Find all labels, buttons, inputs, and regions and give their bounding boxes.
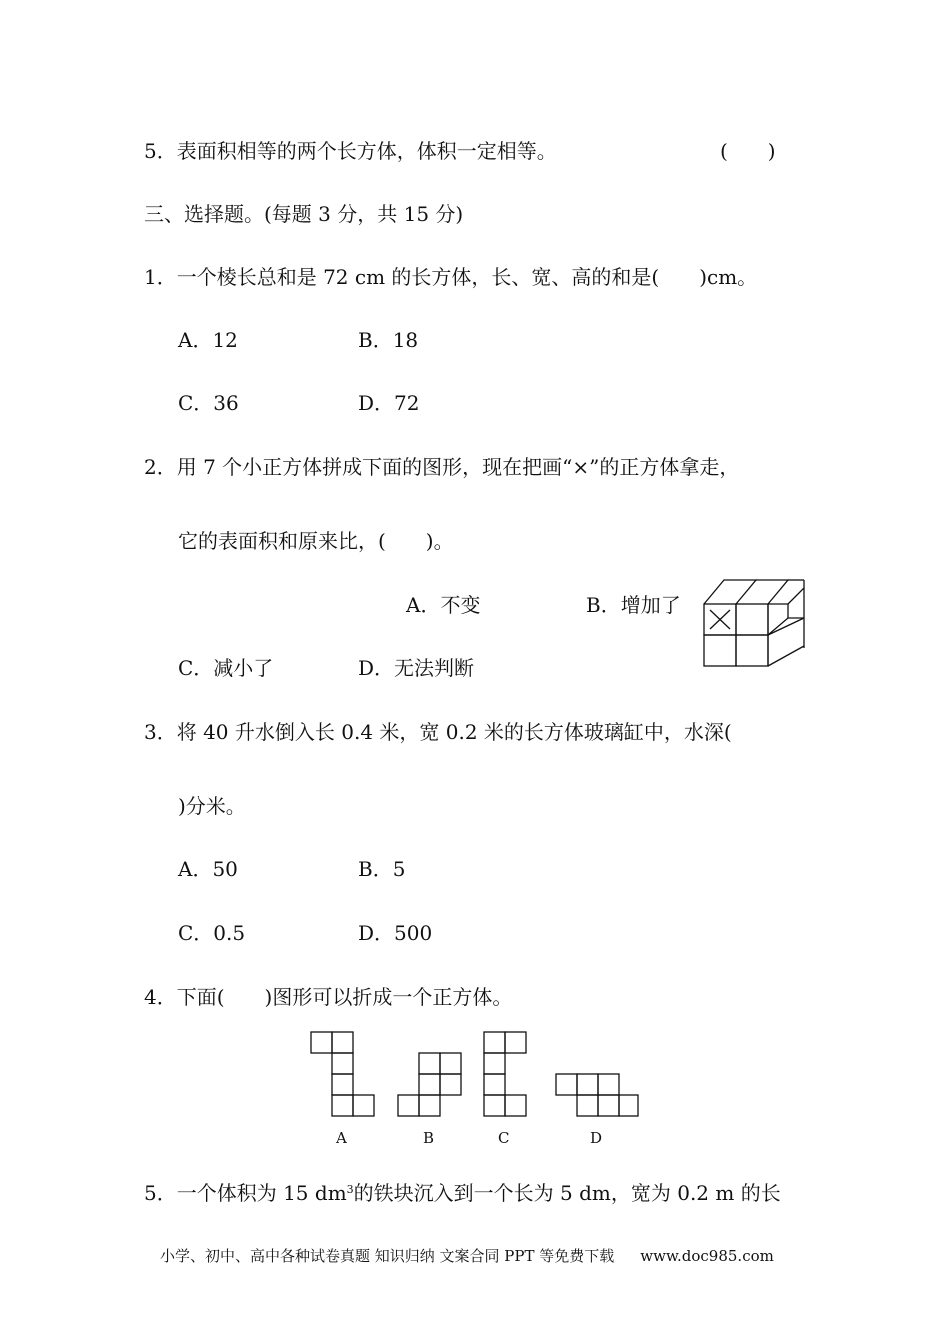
q2-option-c: C．减小了 (178, 656, 274, 680)
q1-option-d: D．72 (358, 391, 420, 415)
question-2-line1: 2．用 7 个小正方体拼成下面的图形，现在把画“×”的正方体拿走， (144, 455, 740, 479)
section-title: 三、选择题。(每题 3 分，共 15 分) (144, 202, 464, 226)
tf-answer-paren: ( ) (720, 139, 776, 163)
tf-question-5: 5．表面积相等的两个长方体，体积一定相等。 (144, 139, 557, 163)
q1-option-a: A．12 (178, 328, 238, 352)
net-label-d: D (590, 1129, 603, 1147)
q3-option-b: B．5 (358, 857, 406, 881)
question-3-line1: 3．将 40 升水倒入长 0.4 米，宽 0.2 米的长方体玻璃缸中，水深( (144, 720, 732, 744)
question-5-sup: 3 (346, 1183, 354, 1196)
q2-option-a: A．不变 (406, 593, 481, 617)
question-4: 4．下面( )图形可以折成一个正方体。 (144, 985, 513, 1009)
question-3-line2: )分米。 (178, 794, 246, 818)
net-label-a: A (336, 1129, 347, 1147)
net-label-c: C (498, 1129, 510, 1147)
question-5 (144, 1181, 781, 1205)
q3-option-a: A．50 (178, 857, 238, 881)
q1-option-b: B．18 (358, 328, 419, 352)
footer-url: www.doc985.com (640, 1247, 774, 1265)
footer-text: 小学、初中、高中各种试卷真题 知识归纳 文案合同 PPT 等免费下载 (160, 1247, 615, 1265)
q3-option-c: C．0.5 (178, 921, 246, 945)
q2-option-d: D．无法判断 (358, 656, 475, 680)
question-2-line2: 它的表面积和原来比，( )。 (178, 529, 454, 553)
q1-option-c: C．36 (178, 391, 239, 415)
question-5-post: 的铁块沉入到一个长为 5 dm，宽为 0.2 m 的长 (353, 1181, 781, 1205)
q2-option-b: B．增加了 (586, 593, 681, 617)
net-label-b: B (423, 1129, 435, 1147)
question-5-pre: 5．一个体积为 15 dm (144, 1181, 347, 1205)
q3-option-d: D．500 (358, 921, 433, 945)
page-footer (160, 1246, 774, 1266)
cube-stack-figure (700, 576, 810, 670)
question-1: 1．一个棱长总和是 72 cm 的长方体，长、宽、高的和是( )cm。 (144, 265, 758, 289)
